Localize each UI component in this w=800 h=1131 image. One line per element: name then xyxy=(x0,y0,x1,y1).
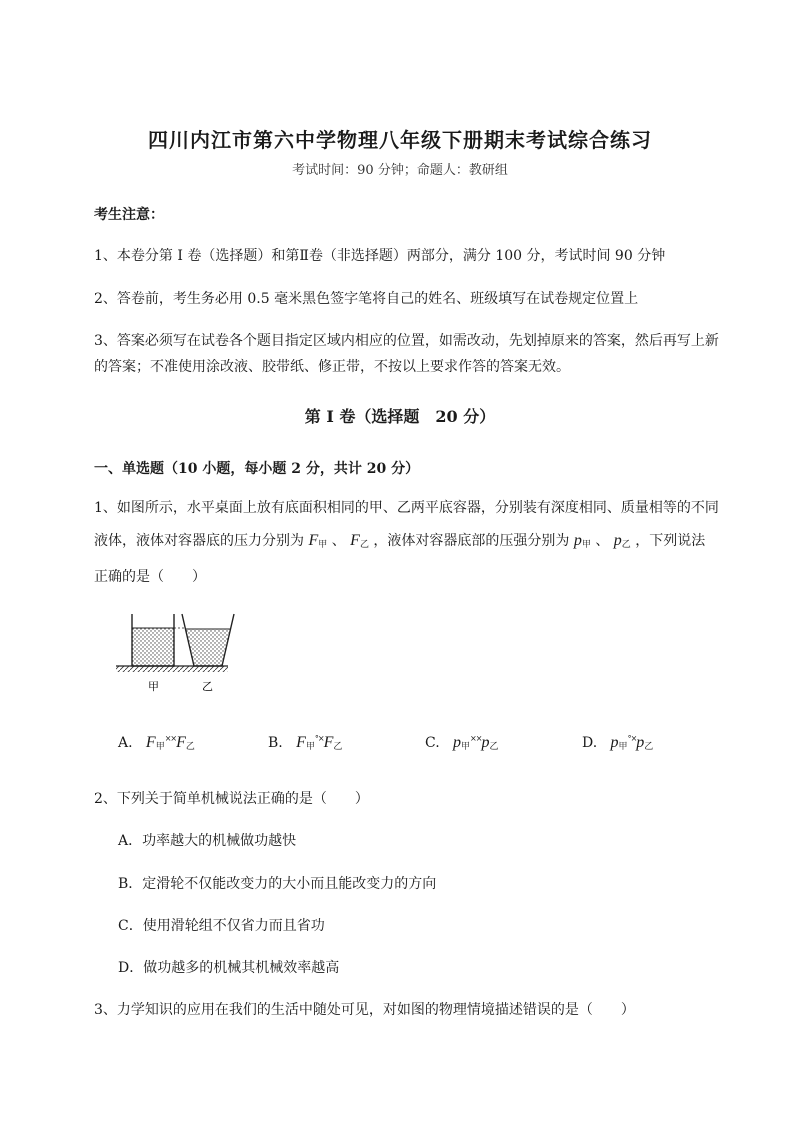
q1-line3: 正确的是（ ） xyxy=(94,569,206,585)
container-jia-liquid xyxy=(132,628,174,666)
separator: 、 xyxy=(595,533,610,549)
q1-option-c[interactable] xyxy=(425,734,498,752)
label-yi: 乙 xyxy=(202,680,213,693)
q2-option-b[interactable]: B．定滑轮不仅能改变力的大小而且能改变力的方向 xyxy=(118,876,437,892)
q1-option-b[interactable] xyxy=(268,734,342,752)
label-jia: 甲 xyxy=(148,680,159,693)
q3-stem: 3、力学知识的应用在我们的生活中随处可见，对如图的物理情境描述错误的是（ ） xyxy=(94,1002,635,1018)
q2-stem: 2、下列关于简单机械说法正确的是（ ） xyxy=(94,791,369,807)
subscript-jia: 甲 xyxy=(618,742,628,752)
option-letter: A. xyxy=(118,735,133,751)
option-symbol: F xyxy=(145,734,156,751)
q1-text: 液体，液体对容器底的压力分别为 xyxy=(94,533,304,549)
note-1: 1、本卷分第 I 卷（选择题）和第Ⅱ卷（非选择题）两部分，满分 100 分，考试时间 90 分钟 xyxy=(94,248,666,264)
relation-mark: °× xyxy=(314,734,324,743)
table-surface xyxy=(116,666,228,672)
q1-line2 xyxy=(94,530,705,550)
note-3: 3、答案必须写在试卷各个题目指定区域内相应的位置，如需改动，先划掉原来的答案，然后再写上新 xyxy=(94,333,719,349)
q1-text: ，下列说法 xyxy=(635,533,706,549)
q1-text: ，液体对容器底部的压强分别为 xyxy=(373,533,570,549)
subscript-yi: 乙 xyxy=(621,540,631,550)
subscript-yi: 乙 xyxy=(359,540,369,550)
pressure-yi-symbol: p xyxy=(613,532,622,549)
subscript-jia: 甲 xyxy=(155,742,165,752)
q1-line1: 1、如图所示，水平桌面上放有底面积相同的甲、乙两平底容器，分别装有深度相同、质量相等的不同 xyxy=(94,500,719,516)
relation-mark: °× xyxy=(627,734,637,743)
option-symbol: F xyxy=(323,734,334,751)
note-3-cont: 的答案；不准使用涂改液、胶带纸、修正带，不按以上要求作答的答案无效。 xyxy=(94,359,570,375)
subscript-yi: 乙 xyxy=(644,742,654,752)
option-symbol: p xyxy=(636,734,645,751)
subscript-jia: 甲 xyxy=(305,742,315,752)
option-symbol: p xyxy=(481,734,490,751)
containers-figure xyxy=(110,610,250,700)
option-letter: D. xyxy=(582,735,598,751)
pressure-jia-symbol: p xyxy=(573,532,582,549)
q1-option-d[interactable] xyxy=(582,734,653,752)
option-symbol: F xyxy=(176,734,186,751)
exam-info: 考试时间：90 分钟；命题人：教研组 xyxy=(292,163,508,178)
part-heading: 一、单选题（10 小题，每小题 2 分，共计 20 分） xyxy=(94,461,420,477)
separator: 、 xyxy=(331,533,346,549)
note-2: 2、答卷前，考生务必用 0.5 毫米黑色签字笔将自己的姓名、班级填写在试卷规定位置上 xyxy=(94,291,639,307)
q2-option-c[interactable]: C．使用滑轮组不仅省力而且省功 xyxy=(118,918,325,934)
option-symbol: p xyxy=(453,734,462,751)
option-symbol: p xyxy=(610,734,619,751)
subscript-yi: 乙 xyxy=(185,742,195,752)
subscript-yi: 乙 xyxy=(489,742,499,752)
q2-option-d[interactable]: D．做功越多的机械其机械效率越高 xyxy=(118,960,340,976)
option-letter: C. xyxy=(425,735,440,751)
subscript-jia: 甲 xyxy=(581,540,591,550)
option-symbol: F xyxy=(296,734,306,751)
notes-heading: 考生注意： xyxy=(94,207,164,223)
subscript-jia: 甲 xyxy=(318,540,328,550)
q2-option-a[interactable]: A．功率越大的机械做功越快 xyxy=(118,833,297,849)
subscript-yi: 乙 xyxy=(333,742,343,752)
page-title: 四川内江市第六中学物理八年级下册期末考试综合练习 xyxy=(148,128,652,152)
q1-option-a[interactable] xyxy=(118,734,195,752)
relation-mark: ×× xyxy=(164,734,177,743)
force-yi-symbol: F xyxy=(350,532,360,549)
subscript-jia: 甲 xyxy=(461,742,471,752)
relation-mark: ×× xyxy=(470,734,482,743)
section-title: 第 I 卷（选择题 20 分） xyxy=(304,407,496,426)
force-jia-symbol: F xyxy=(308,532,319,549)
option-letter: B. xyxy=(268,735,283,751)
